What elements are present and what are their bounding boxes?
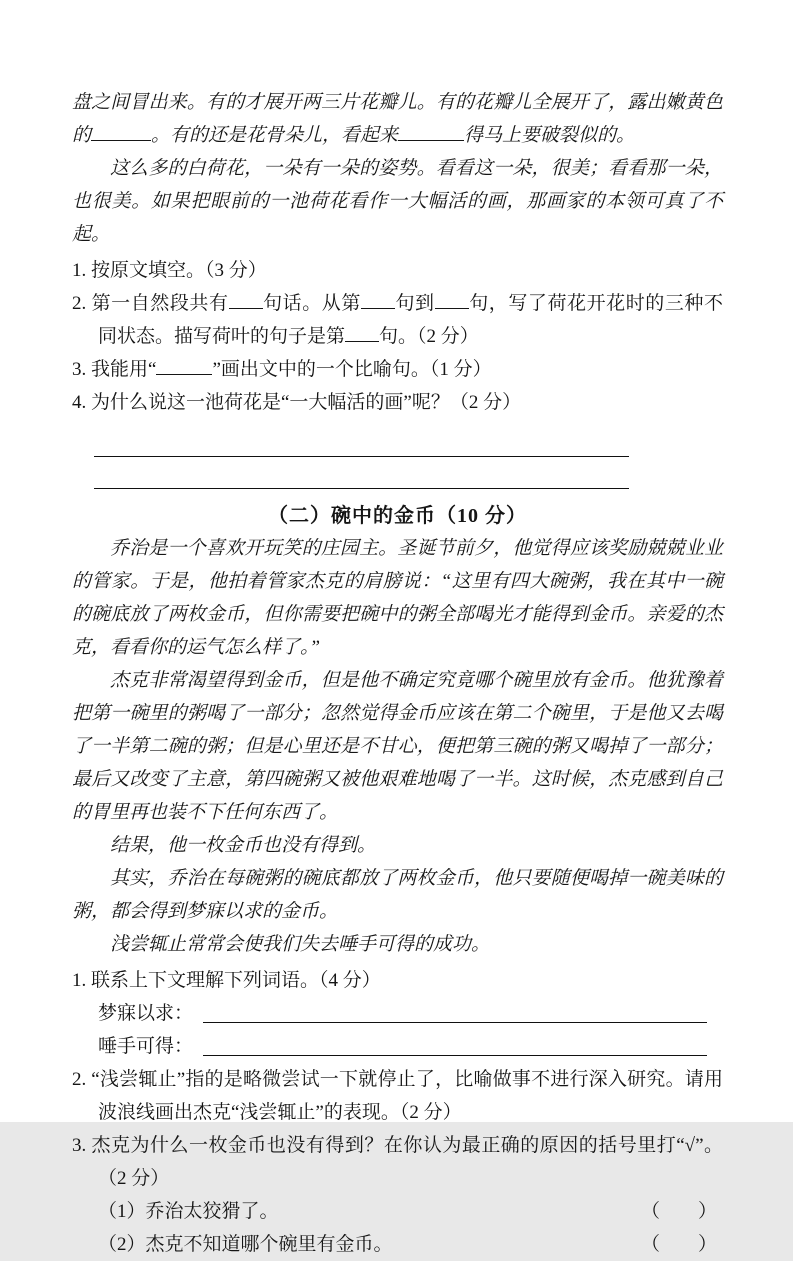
text-segment: 其实，乔治在每碗粥的碗底都放了两枚金币，他只要随便喝掉一碗美味的粥，都会得到梦寐以求的金币。 (72, 868, 723, 922)
questions-section-2 (72, 964, 723, 1261)
text-segment: “浅尝辄止”指的是略微尝试一下就停止了，比喻做事不进行深入研究。请用波浪线画出杰克“浅尝辄止”的表现。（2 分） (91, 1069, 724, 1123)
fill-in-blank[interactable] (229, 293, 263, 309)
passage-paragraph (72, 86, 723, 152)
question-item (72, 287, 723, 353)
fill-in-blank[interactable] (361, 293, 395, 309)
fill-in-blank[interactable] (435, 293, 469, 309)
answer-bracket[interactable]: （ ） (640, 1201, 717, 1222)
text-segment: 杰克非常渴望得到金币，但是他不确定究竟哪个碗里放有金币。他犹豫着把第一碗里的粥喝了一部分；忽然觉得金币应该在第二个碗里，于是他又去喝了一半第二碗的粥；但是心里还是不甘心，便把第三碗的粥又喝掉了一部分；最后又改变了主意，第四碗粥又被他艰难地喝了一半。这时候，杰克感到自己的胃里再也装不下任何东西了。 (72, 670, 723, 823)
definition-term-label: 梦寐以求： (98, 1003, 194, 1024)
text-segment: 为什么说这一池荷花是“一大幅活的画”呢？（2 分） (91, 392, 522, 413)
text-segment: ”画出文中的一个比喻句。（1 分） (212, 359, 492, 380)
text-segment: 句。（2 分） (379, 326, 479, 347)
passage-paragraph (72, 829, 723, 862)
fill-in-blank[interactable] (156, 359, 212, 375)
definition-blank-row (72, 997, 723, 1030)
text-segment: 按原文填空。（3 分） (91, 260, 267, 281)
text-segment: 联系上下文理解下列词语。（4 分） (91, 970, 381, 991)
section-reading-2 (72, 532, 723, 1261)
question-number: 1. (72, 260, 91, 281)
question-item (72, 964, 723, 997)
text-segment: 。有的还是花骨朵儿，看起来 (151, 125, 399, 146)
answer-write-line[interactable] (94, 457, 629, 489)
definition-blank-row (72, 1030, 723, 1063)
question-item (72, 1129, 723, 1195)
text-segment: 第一自然段共有 (91, 293, 229, 314)
passage-paragraph (72, 152, 723, 251)
question-number: 3. (72, 359, 91, 380)
option-row (72, 1195, 723, 1228)
passage-paragraph (72, 928, 723, 961)
passage-lotus (72, 86, 723, 251)
question-item (72, 353, 723, 386)
section-reading-1 (72, 86, 723, 489)
question-number: 4. (72, 392, 91, 413)
text-segment: 结果，他一枚金币也没有得到。 (110, 835, 377, 856)
option-row (72, 1228, 723, 1261)
fill-in-blank[interactable] (91, 125, 151, 141)
questions-section-1 (72, 254, 723, 419)
text-segment: 这么多的白荷花，一朵有一朵的姿势。看看这一朵，很美；看看那一朵，也很美。如果把眼前的一池荷花看作一大幅活的画，那画家的本领可真了不起。 (72, 158, 723, 245)
passage-paragraph (72, 664, 723, 829)
fill-in-blank[interactable] (345, 326, 379, 342)
question-item (72, 386, 723, 419)
text-segment: 盘之间冒出来。有的才展开两三片花瓣儿。有的花瓣儿全展开了，露出嫩黄色的 (72, 92, 723, 146)
text-segment: 句话。从第 (262, 293, 361, 314)
answer-write-line[interactable] (203, 1054, 707, 1056)
passage-gold-coins (72, 532, 723, 961)
question-item (72, 1063, 723, 1129)
question-number: 2. (72, 1069, 92, 1090)
option-label: （1）乔治太狡猾了。 (98, 1201, 279, 1222)
passage-paragraph (72, 862, 723, 928)
answer-write-line[interactable] (94, 425, 629, 457)
question-item (72, 254, 723, 287)
passage-paragraph (72, 532, 723, 664)
text-segment: 得马上要破裂似的。 (464, 125, 636, 146)
text-segment: 句，写了荷花开花时的三种不同状态。描写荷叶的句子是第 (98, 293, 723, 347)
text-segment: 我能用“ (91, 359, 157, 380)
answer-bracket[interactable]: （ ） (640, 1234, 717, 1255)
fill-in-blank[interactable] (398, 125, 464, 141)
text-segment: 杰克为什么一枚金币也没有得到？在你认为最正确的原因的括号里打“√”。（2 分） (91, 1135, 724, 1189)
answer-write-line[interactable] (203, 1021, 707, 1023)
text-segment: 乔治是一个喜欢开玩笑的庄园主。圣诞节前夕，他觉得应该奖励兢兢业业的管家。于是，他拍着管家杰克的肩膀说：“这里有四大碗粥，我在其中一碗的碗底放了两枚金币，但你需要把碗中的粥全部喝光才能得到金币。亲爱的杰克，看看你的运气怎么样了。” (72, 538, 723, 658)
text-segment: 句到 (394, 293, 435, 314)
answer-lines (72, 425, 723, 489)
question-number: 1. (72, 970, 91, 991)
section-2-title: （二）碗中的金币（10 分） (268, 505, 527, 527)
definition-term-label: 唾手可得： (98, 1036, 194, 1057)
question-number: 2. (72, 293, 92, 314)
option-label: （2）杰克不知道哪个碗里有金币。 (98, 1234, 393, 1255)
text-segment: 浅尝辄止常常会使我们失去唾手可得的成功。 (110, 934, 491, 955)
question-number: 3. (72, 1135, 92, 1156)
